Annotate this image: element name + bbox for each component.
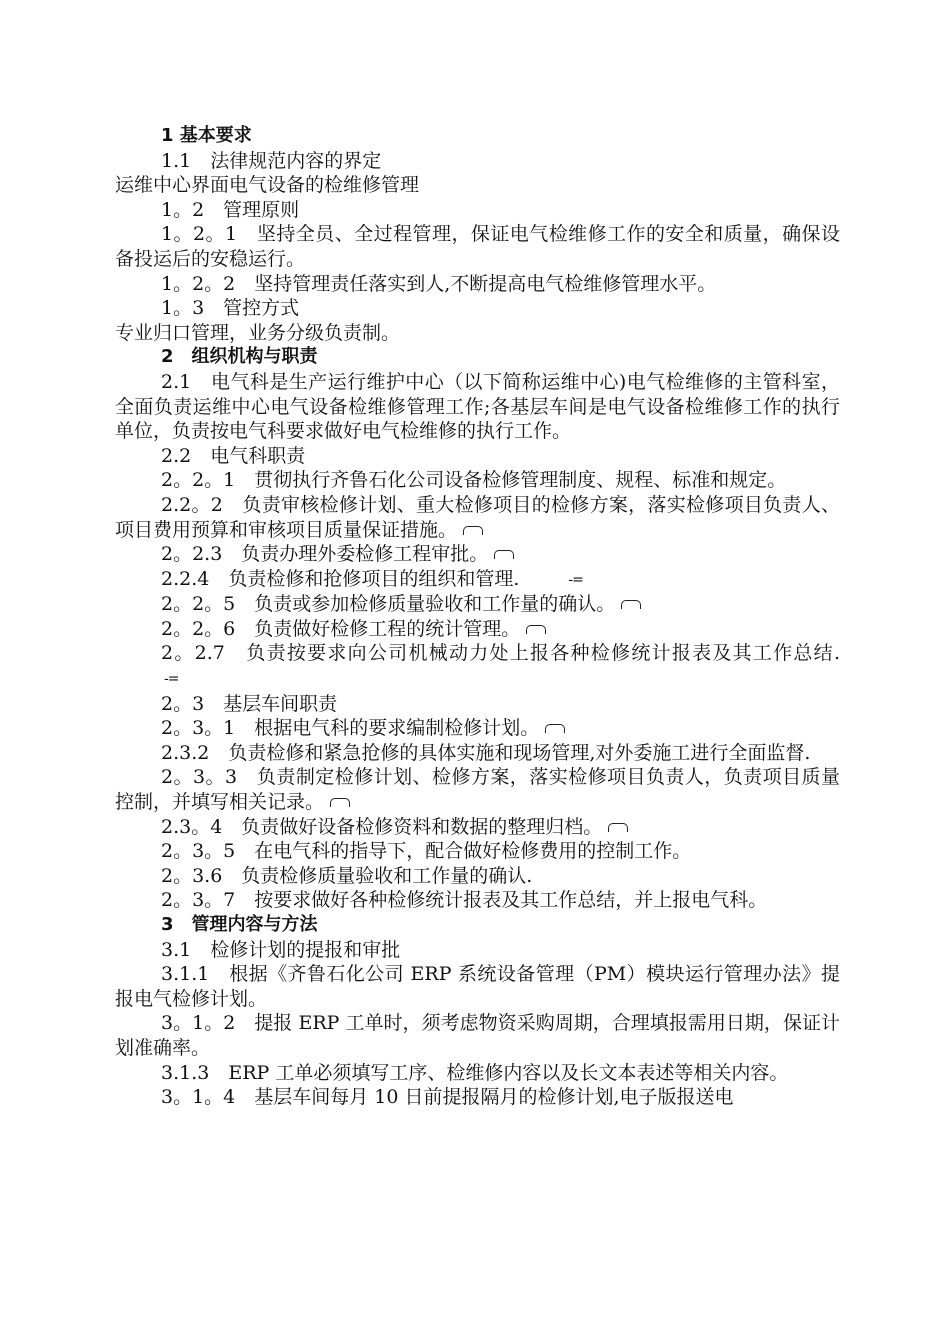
paragraph: [115, 149, 840, 174]
paragraph: [115, 1011, 840, 1060]
paragraph: [115, 888, 840, 913]
paragraph-text: 2。3.6 负责检修质量验收和工作量的确认.: [161, 864, 533, 887]
paragraph-text: 2。2.3 负责办理外委检修工程审批。: [161, 543, 489, 566]
paragraph: [115, 839, 840, 864]
paragraph: [115, 272, 840, 297]
paragraph-text: 2.3.2 负责检修和紧急抢修的具体实施和现场管理,对外委施工进行全面监督.: [161, 741, 811, 764]
paragraph-text: 2。3。7 按要求做好各种检修统计报表及其工作总结，并上报电气科。: [161, 889, 768, 912]
equals-mark-icon: -=: [164, 671, 179, 688]
section-heading: [115, 345, 840, 370]
paragraph-text: 2.3。4 负责做好设备检修资料和数据的整理归档。: [161, 815, 603, 838]
paragraph: [115, 370, 840, 444]
paragraph: [115, 741, 840, 766]
paragraph-text: 2 组织机构与职责: [161, 346, 318, 368]
paragraph-mark-icon: [494, 550, 514, 559]
paragraph: [115, 716, 840, 741]
paragraph: [115, 198, 840, 223]
paragraph-text: 2.2。2 负责审核检修计划、重大检修项目的检修方案，落实检修项目负责人、项目费用预算和审核项目质量保证措施。: [115, 493, 840, 541]
paragraph-mark-icon: [463, 526, 483, 535]
paragraph-text: 3.1 检修计划的提报和审批: [161, 938, 401, 961]
paragraph-text: 3 管理内容与方法: [161, 914, 318, 935]
paragraph-text: 2。2.7 负责按要求向公司机械动力处上报各种检修统计报表及其工作总结.: [161, 642, 840, 665]
paragraph: [115, 567, 840, 593]
paragraph-text: 3。1。4 基层车间每月 10 日前提报隔月的检修计划,电子版报送电: [161, 1086, 734, 1109]
paragraph: [115, 542, 840, 567]
paragraph: [115, 592, 840, 617]
paragraph: [115, 468, 840, 493]
paragraph-mark-icon: [330, 798, 350, 807]
paragraph: [115, 296, 840, 321]
paragraph: [115, 617, 840, 642]
section-heading: [115, 124, 840, 149]
paragraph-text: 1。2。1 坚持全员、全过程管理，保证电气检维修工作的安全和质量，确保设备投运后的安稳运行。: [115, 223, 840, 270]
paragraph-text: 2.2.4 负责检修和抢修项目的组织和管理.: [161, 567, 520, 590]
paragraph: [115, 1085, 840, 1110]
paragraph: [115, 222, 840, 271]
paragraph-text: 2。2。5 负责或参加检修质量验收和工作量的确认。: [161, 593, 616, 616]
paragraph: [115, 815, 840, 840]
paragraph-text: 3。1。2 提报 ERP 工单时，须考虑物资采购周期，合理填报需用日期，保证计划准确率。: [115, 1012, 840, 1059]
paragraph: [115, 864, 840, 889]
paragraph-mark-icon: [545, 724, 565, 733]
paragraph: [115, 641, 840, 691]
paragraph: [115, 444, 840, 469]
paragraph-text: 2。2。1 贯彻执行齐鲁石化公司设备检修管理制度、规程、标准和规定。: [161, 469, 787, 492]
paragraph-text: 专业归口管理，业务分级负责制。: [115, 321, 401, 344]
paragraph: [115, 321, 840, 346]
paragraph-text: 1.1 法律规范内容的界定: [161, 149, 382, 172]
paragraph-text: 1 基本要求: [161, 125, 252, 146]
paragraph-text: 3.1.3 ERP 工单必须填写工序、检维修内容以及长文本表述等相关内容。: [161, 1061, 789, 1084]
paragraph-text: 1。2。2 坚持管理责任落实到人,不断提高电气检维修管理水平。: [161, 272, 717, 295]
paragraph: [115, 493, 840, 542]
section-heading: [115, 913, 840, 938]
paragraph: [115, 173, 840, 198]
paragraph-text: 2。2。6 负责做好检修工程的统计管理。: [161, 617, 521, 640]
paragraph: [115, 765, 840, 814]
document-body: [115, 124, 840, 1110]
paragraph-text: 2。3。1 根据电气科的要求编制检修计划。: [161, 717, 540, 740]
paragraph-text: 1。3 管控方式: [161, 297, 300, 320]
paragraph-text: 1。2 管理原则: [161, 198, 300, 221]
paragraph: [115, 962, 840, 1011]
equals-mark-icon: -=: [568, 571, 583, 588]
paragraph-text: 3.1.1 根据《齐鲁石化公司 ERP 系统设备管理（PM）模块运行管理办法》提报电气检修计划。: [115, 963, 840, 1010]
paragraph-mark-icon: [621, 600, 641, 609]
paragraph: [115, 938, 840, 963]
paragraph-text: 2。3 基层车间职责: [161, 692, 338, 715]
paragraph-text: 运维中心界面电气设备的检维修管理: [115, 174, 420, 197]
paragraph-mark-icon: [608, 823, 628, 832]
paragraph-mark-icon: [526, 625, 546, 634]
paragraph: [115, 1061, 840, 1086]
paragraph-text: 2。3。3 负责制定检修计划、检修方案，落实检修项目负责人，负责项目质量控制，并填写相关记录。: [115, 766, 840, 814]
paragraph-text: 2.2 电气科职责: [161, 444, 306, 467]
paragraph: [115, 692, 840, 717]
paragraph-text: 2。3。5 在电气科的指导下，配合做好检修费用的控制工作。: [161, 840, 692, 863]
paragraph-text: 2.1 电气科是生产运行维护中心（以下简称运维中心)电气检维修的主管科室，全面负责运维中心电气设备检维修管理工作;各基层车间是电气设备检维修工作的执行单位，负责按电气科要求做好电气检维修的执行工作。: [115, 370, 840, 443]
